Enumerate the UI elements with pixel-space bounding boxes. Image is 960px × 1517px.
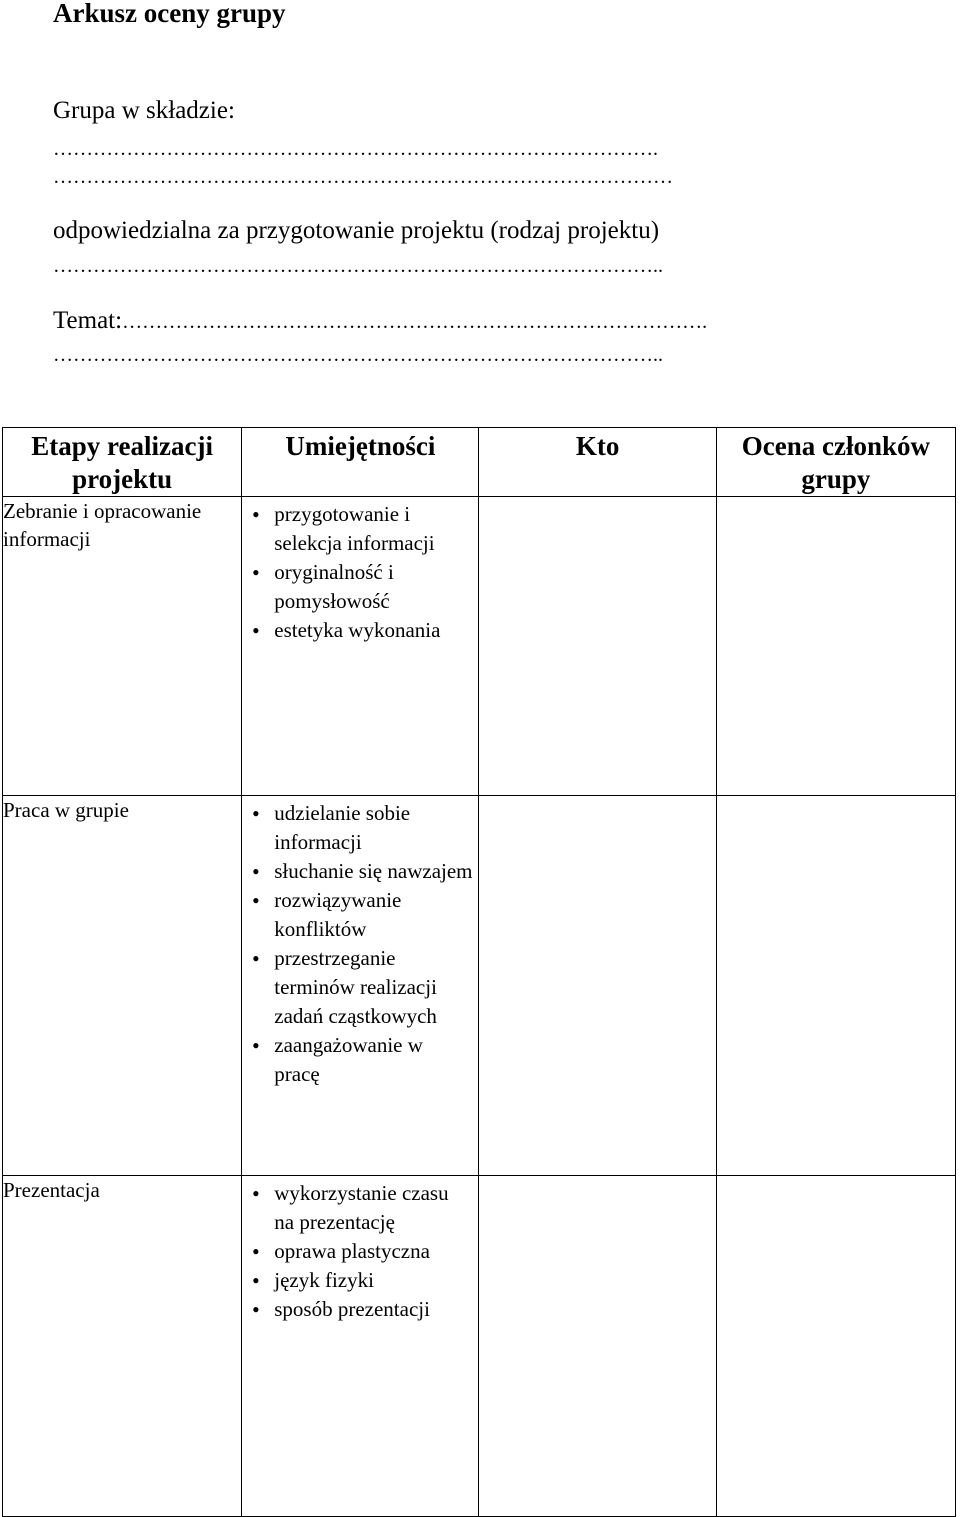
topic-dots-line-2: ……………………………………………………………………………….. — [53, 344, 663, 366]
header-who: Kto — [479, 428, 716, 497]
skill-item: ● rozwiązywanie konfliktów — [242, 886, 478, 944]
skill-item: ● zaangażowanie w pracę — [242, 1031, 478, 1089]
skills-cell — [242, 1176, 479, 1517]
skill-item: ● przygotowanie i selekcja informacji — [242, 500, 478, 558]
skills-list — [242, 497, 478, 645]
skill-item: ● udzielanie sobie informacji — [242, 799, 478, 857]
skill-item: ● wykorzystanie czasu na prezentację — [242, 1179, 478, 1237]
stage-cell: Zebranie i opracowanie informacji — [3, 497, 242, 796]
skill-item: ● estetyka wykonania — [242, 616, 478, 645]
group-dots-line-1: ………………………………………………………………………………. — [53, 138, 658, 160]
skill-item: ● oryginalność i pomysłowość — [242, 558, 478, 616]
evaluation-cell[interactable] — [716, 497, 955, 796]
evaluation-table — [2, 427, 956, 1517]
who-cell[interactable] — [479, 497, 716, 796]
who-cell[interactable] — [479, 1176, 716, 1517]
table-row — [3, 497, 956, 796]
skill-item: ● sposób prezentacji — [242, 1295, 478, 1324]
skills-cell — [242, 497, 479, 796]
skills-cell — [242, 796, 479, 1176]
topic-dots: ……………………………………………………………………………. — [122, 311, 708, 333]
project-type-dots: ……………………………………………………………………………….. — [53, 255, 663, 277]
responsible-label: odpowiedzialna za przygotowanie projektu (rodzaj projektu) — [53, 217, 660, 244]
evaluation-cell[interactable] — [716, 796, 955, 1176]
stage-cell: Prezentacja — [3, 1176, 242, 1517]
topic-label: Temat: — [53, 307, 123, 334]
skill-item: ● język fizyki — [242, 1266, 478, 1295]
who-cell[interactable] — [479, 796, 716, 1176]
table-row — [3, 1176, 956, 1517]
skills-list — [242, 796, 478, 1089]
table-header-row — [3, 428, 956, 497]
skill-item: ● oprawa plastyczna — [242, 1237, 478, 1266]
group-dots-line-2: ………………………………………………………………………………… — [53, 166, 673, 188]
skills-list — [242, 1176, 478, 1324]
topic-line — [53, 306, 707, 337]
header-skills: Umiejętności — [242, 428, 479, 497]
skill-item: ● słuchanie się nawzajem — [242, 857, 478, 886]
header-stages: Etapy realizacji projektu — [3, 428, 242, 497]
stage-cell: Praca w grupie — [3, 796, 242, 1176]
page-title: Arkusz oceny grupy — [53, 0, 286, 28]
evaluation-cell[interactable] — [716, 1176, 955, 1517]
skill-item: ● przestrzeganie terminów realizacji zadań cząstkowych — [242, 944, 478, 1031]
table-row — [3, 796, 956, 1176]
header-member-evaluation: Ocena członków grupy — [716, 428, 955, 497]
group-label: Grupa w składzie: — [53, 97, 235, 124]
